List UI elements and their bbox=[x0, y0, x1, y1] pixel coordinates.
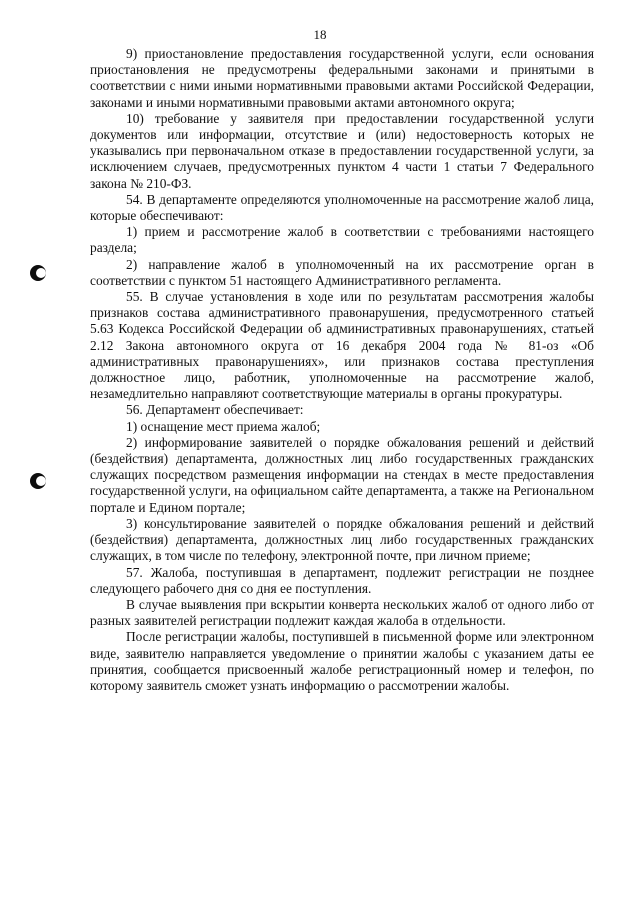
paragraph-54-item-1: 1) прием и рассмотрение жалоб в соответствии с требованиями настоящего раздела; bbox=[90, 224, 594, 256]
paragraph-56: 56. Департамент обеспечивает: bbox=[126, 402, 304, 418]
binder-hole-mark-bottom bbox=[30, 473, 46, 489]
paragraph-56-item-2: 2) информирование заявителей о порядке обжалования решений и действий (бездействия) департамента, должностных лиц либо государственных гражданских служащих посредством размещения информации на стендах в месте предоставления государственной услуги, на официальном сайте департамента, а также на Региональном портале и Едином портале; bbox=[90, 434, 594, 515]
paragraph-57: 57. Жалоба, поступившая в департамент, подлежит регистрации не позднее следующего рабочего дня со дня ее поступления. bbox=[90, 564, 594, 596]
binder-hole-mark-top bbox=[30, 265, 46, 281]
document-body bbox=[90, 46, 594, 694]
paragraph-56-item-3: 3) консультирование заявителей о порядке обжалования решений и действий (бездействия) департамента, должностных лиц либо государственных гражданских служащих, в том числе по телефону, электронной почте, при личном приеме; bbox=[90, 515, 594, 564]
paragraph-57-after-registration: После регистрации жалобы, поступившей в письменной форме или электронном виде, заявителю направляется уведомление о принятии жалобы с указанием даты ее принятия, сообщается присвоенный жалобе регистрационный номер и телефон, по которому заявитель сможет узнать информацию о рассмотрении жалобы. bbox=[90, 629, 594, 693]
paragraph-54-item-2: 2) направление жалоб в уполномоченный на их рассмотрение орган в соответствии с пунктом 51 настоящего Административного регламента. bbox=[90, 256, 594, 288]
paragraph-item-10: 10) требование у заявителя при предоставлении государственной услуги документов или информации, отсутствие и (или) недостоверность которых не указывались при первоначальном отказе в предоставлении государственной услуги, за исключением случаев, предусмотренных пунктом 4 части 1 статьи 7 Федерального закона № 210-ФЗ. bbox=[90, 110, 594, 191]
paragraph-55: 55. В случае установления в ходе или по результатам рассмотрения жалобы признаков состава административного правонарушения, предусмотренного статьей 5.63 Кодекса Российской Федерации об административных правонарушениях, статьей 2.12 Закона автономного округа от 16 декабря 2004 года № 81-оз «Об административных правонарушениях», или признаков состава преступления должностное лицо, работник, уполномоченные на рассмотрение жалоб, незамедлительно направляют соответствующие материалы в органы прокуратуры. bbox=[90, 289, 594, 402]
paragraph-56-item-1: 1) оснащение мест приема жалоб; bbox=[126, 418, 321, 434]
paragraph-item-9: 9) приостановление предоставления государственной услуги, если основания приостановления не предусмотрены федеральными законами и принятыми в соответствии с ними иными нормативными правовыми актами Российской Федерации, законами и иными нормативными правовыми актами автономного округа; bbox=[90, 46, 594, 110]
page-number: 18 bbox=[313, 27, 327, 42]
paragraph-54: 54. В департаменте определяются уполномоченные на рассмотрение жалоб лица, которые обеспечивают: bbox=[90, 191, 594, 224]
paragraph-57-multiple-complaints: В случае выявления при вскрытии конверта нескольких жалоб от одного либо от разных заявителей регистрации подлежит каждая жалоба в отдельности. bbox=[90, 596, 594, 629]
